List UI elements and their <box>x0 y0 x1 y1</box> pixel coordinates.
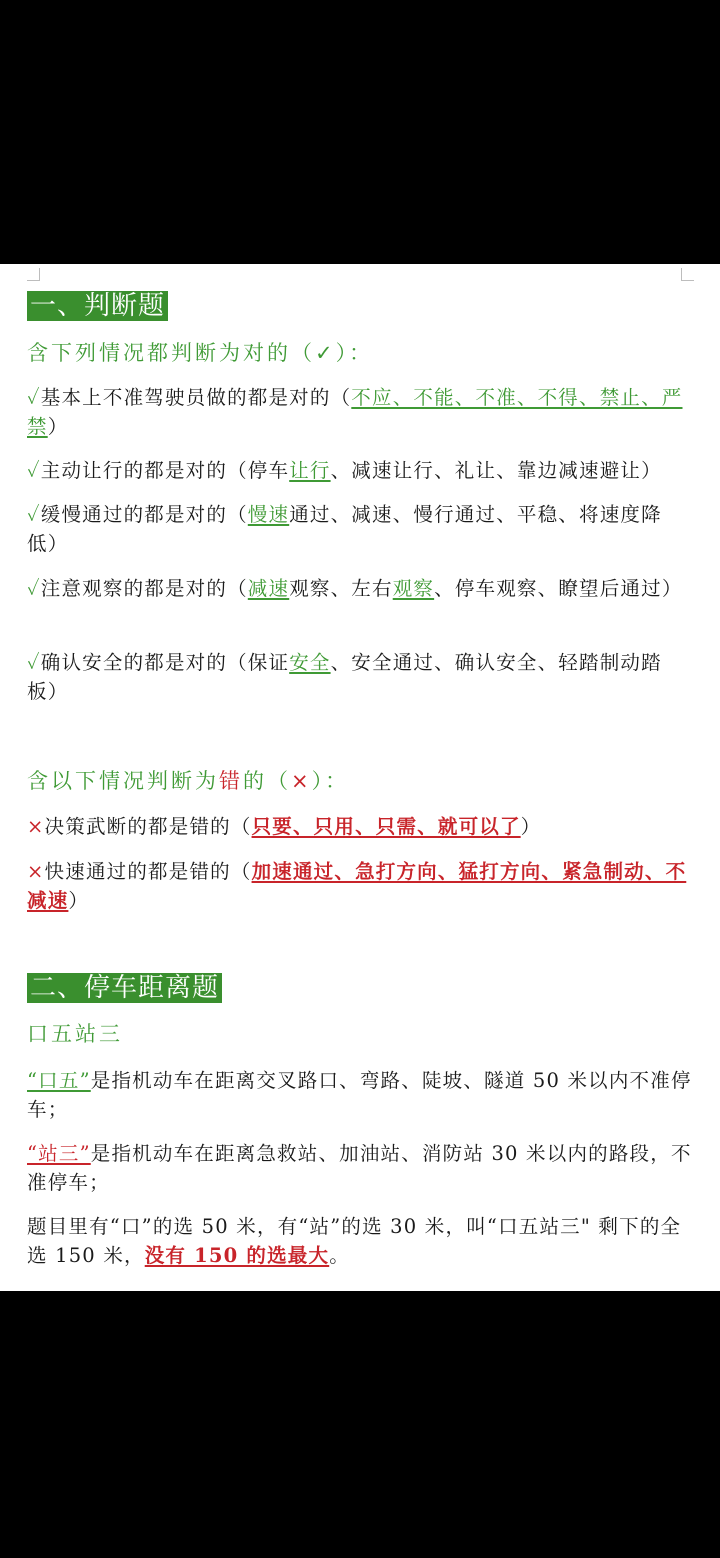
rule-text: 是指机动车在距离急救站、加油站、消防站 30 米以内的路段，不准停车； <box>27 1142 692 1194</box>
wrong-intro <box>27 766 349 796</box>
item-text: 、停车观察、瞭望后通过 <box>434 577 662 600</box>
highlight-keyword: 只要、只用、只需、就可以了 <box>251 815 521 838</box>
rule-paragraph <box>27 1066 695 1124</box>
section-heading-stopping-distance: 二、停车距离题 <box>27 973 222 1003</box>
correct-intro <box>27 338 373 368</box>
cross-mark-icon: × <box>27 860 45 883</box>
page-corner-mark <box>27 268 40 281</box>
check-mark-icon: ✓ <box>27 577 41 600</box>
highlight-keyword: 不应、不能、不准、不得、禁止、严禁 <box>27 386 683 438</box>
check-mark-icon: ✓ <box>27 503 41 526</box>
item-text: 决策武断的都是错的（ <box>44 815 252 838</box>
highlight-keyword: 观察 <box>392 577 435 600</box>
summary-text: 题目里有“口”的选 50 米，有“站”的选 30 米，叫“口五站三" 剩下的全选 150 米， <box>27 1215 682 1267</box>
list-item <box>27 574 695 603</box>
cross-mark-icon: × <box>27 815 45 838</box>
page-corner-mark <box>681 268 694 281</box>
rule-text: 是指机动车在距离交叉路口、弯路、陡坡、隧道 50 米以内不准停车； <box>27 1069 692 1121</box>
section-heading-judgment: 一、判断题 <box>27 291 168 321</box>
item-text: 通过、减速、慢行通过、平稳、将速度降低 <box>27 503 662 555</box>
highlight-keyword: 安全 <box>289 651 331 674</box>
item-text: 主动让行的都是对的（停车 <box>40 459 290 482</box>
rule-term: “站三” <box>27 1142 91 1165</box>
item-text: 快速通过的都是错的（ <box>44 860 252 883</box>
mnemonic-subheading: 口五站三 <box>27 1022 123 1046</box>
rule-term: “口五” <box>27 1069 91 1092</box>
item-close: ） <box>68 889 90 912</box>
item-close: ） <box>641 459 662 482</box>
intro-text: 含以下情况判断为 <box>27 769 219 793</box>
item-close: ） <box>47 532 69 555</box>
highlight-keyword: 加速通过、急打方向、猛打方向、紧急制动、不减速 <box>27 860 687 912</box>
list-item <box>27 500 695 558</box>
list-item <box>27 648 695 706</box>
check-mark-icon: ✓ <box>27 651 41 674</box>
item-text: 、减速让行、礼让、靠边减速避让 <box>330 459 642 482</box>
check-mark-icon: ✓ <box>315 341 336 365</box>
highlight-keyword: 减速 <box>247 577 290 600</box>
summary-paragraph <box>27 1212 695 1270</box>
item-text: 注意观察的都是对的（ <box>40 577 248 600</box>
item-text: 基本上不准驾驶员做的都是对的（ <box>40 386 352 409</box>
summary-end: 。 <box>329 1244 350 1267</box>
cross-mark-icon: × <box>291 769 312 793</box>
highlight-keyword: 让行 <box>289 459 331 482</box>
item-close: ） <box>47 680 69 703</box>
item-text: 观察、左右 <box>289 577 393 600</box>
check-mark-icon: ✓ <box>27 386 41 409</box>
item-text: 确认安全的都是对的（保证 <box>40 651 290 674</box>
intro-text: ）： <box>335 341 374 365</box>
list-item <box>27 456 695 485</box>
rule-paragraph <box>27 1139 695 1197</box>
intro-text: ）： <box>311 769 350 793</box>
intro-text: 含下列情况都判断为对的（ <box>27 341 315 365</box>
list-item <box>27 857 695 915</box>
wrong-word: 错 <box>219 769 243 793</box>
list-item <box>27 812 695 841</box>
document-page <box>0 264 720 1291</box>
item-text: 、安全通过、确认安全、轻踏制动踏板 <box>27 651 662 703</box>
highlight-keyword: 没有 150 的选最大 <box>144 1244 330 1267</box>
intro-text: 的（ <box>243 769 291 793</box>
item-text: 缓慢通过的都是对的（ <box>40 503 248 526</box>
check-mark-icon: ✓ <box>27 459 41 482</box>
item-close: ） <box>520 815 542 838</box>
highlight-keyword: 慢速 <box>247 503 290 526</box>
list-item <box>27 383 695 441</box>
item-close: ） <box>47 415 69 438</box>
item-close: ） <box>661 577 683 600</box>
